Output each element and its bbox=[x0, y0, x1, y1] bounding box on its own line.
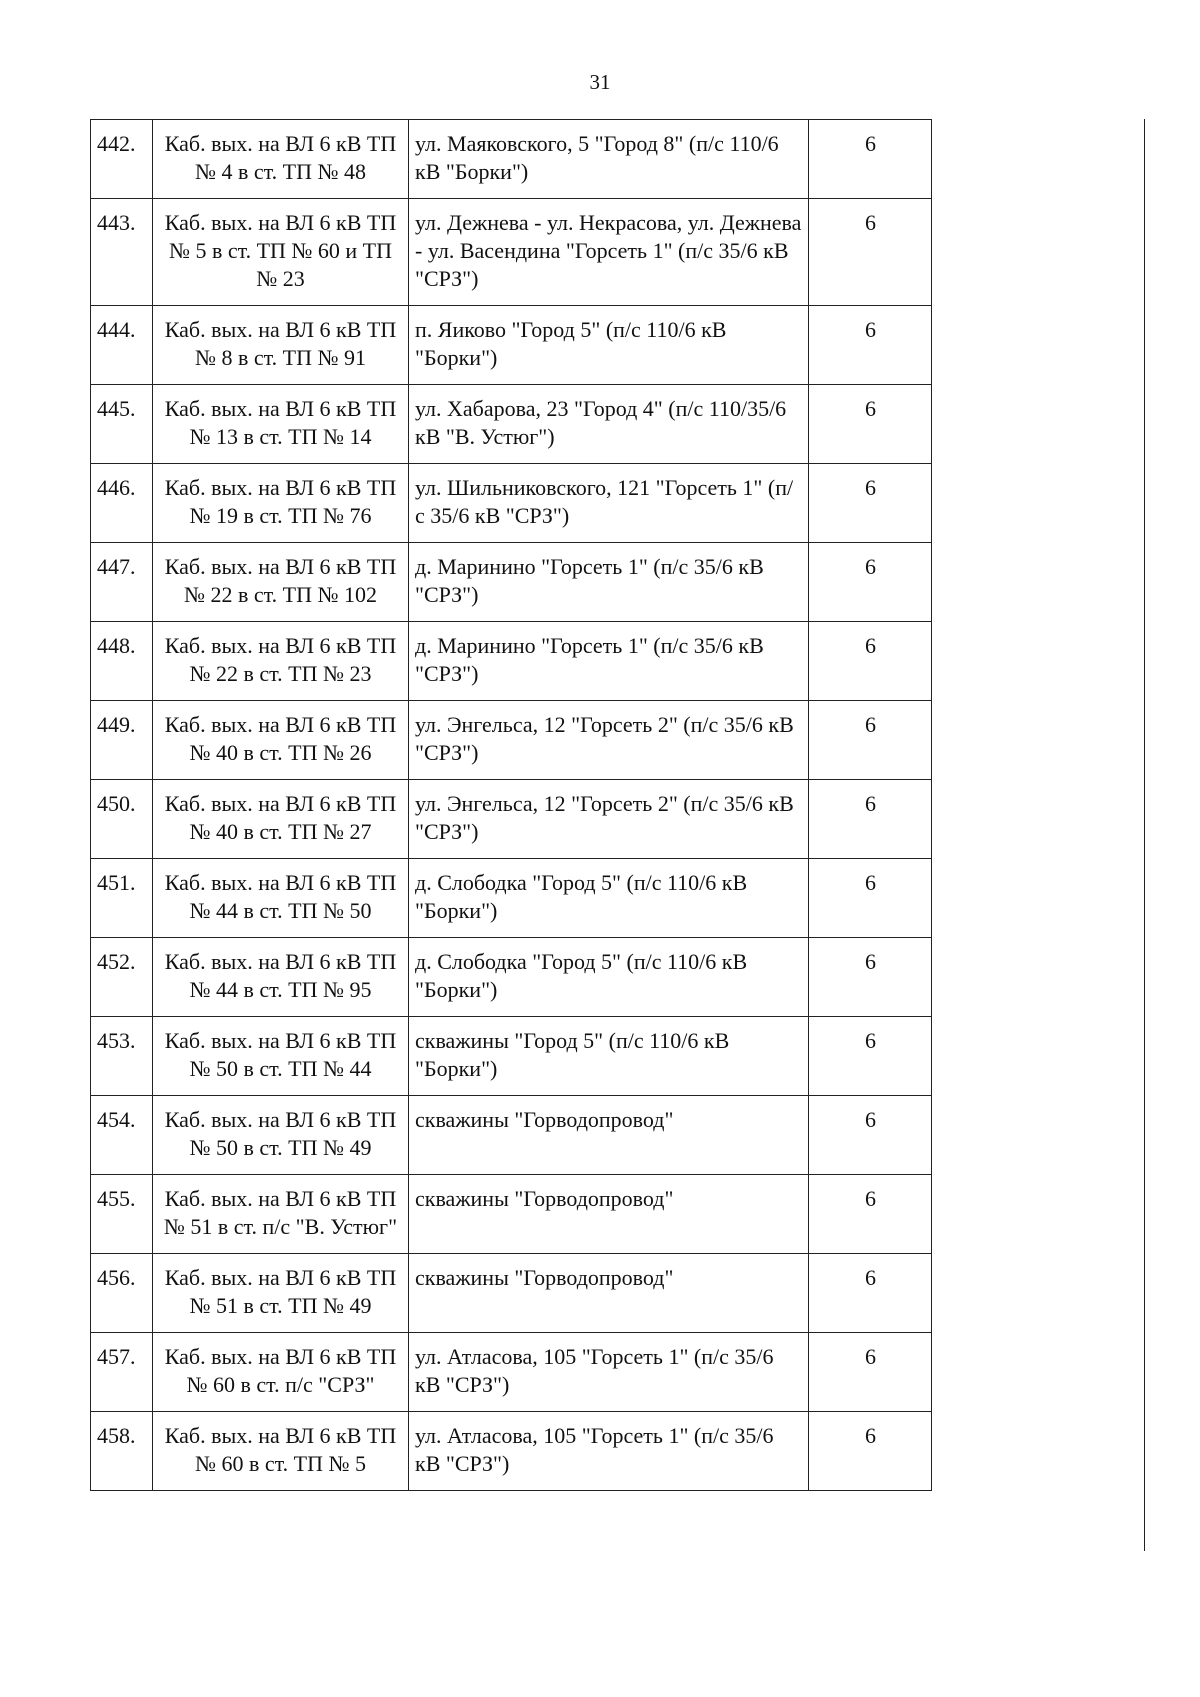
voltage-cell: 6 bbox=[809, 1254, 932, 1333]
table-row bbox=[91, 306, 932, 385]
address-cell: д. Слободка "Город 5" (п/с 110/6 кВ "Борки") bbox=[409, 938, 809, 1017]
line-name-cell: Каб. вых. на ВЛ 6 кВ ТП № 22 в ст. ТП № 23 bbox=[153, 622, 409, 701]
row-number-cell: 456. bbox=[91, 1254, 153, 1333]
voltage-cell: 6 bbox=[809, 306, 932, 385]
table-row bbox=[91, 1333, 932, 1412]
voltage-cell: 6 bbox=[809, 1412, 932, 1491]
address-cell: ул. Шильниковского, 121 "Горсеть 1" (п/с 35/6 кВ "СРЗ") bbox=[409, 464, 809, 543]
table-row bbox=[91, 1175, 932, 1254]
voltage-cell: 6 bbox=[809, 1017, 932, 1096]
voltage-cell: 6 bbox=[809, 199, 932, 306]
row-number-cell: 453. bbox=[91, 1017, 153, 1096]
voltage-cell: 6 bbox=[809, 859, 932, 938]
address-cell: д. Слободка "Город 5" (п/с 110/6 кВ "Борки") bbox=[409, 859, 809, 938]
line-name-cell: Каб. вых. на ВЛ 6 кВ ТП № 19 в ст. ТП № 76 bbox=[153, 464, 409, 543]
line-name-cell: Каб. вых. на ВЛ 6 кВ ТП № 51 в ст. ТП № 49 bbox=[153, 1254, 409, 1333]
voltage-cell: 6 bbox=[809, 464, 932, 543]
table-row bbox=[91, 464, 932, 543]
voltage-cell: 6 bbox=[809, 1096, 932, 1175]
table-row bbox=[91, 120, 932, 199]
table-row bbox=[91, 543, 932, 622]
line-name-cell: Каб. вых. на ВЛ 6 кВ ТП № 5 в ст. ТП № 60 и ТП № 23 bbox=[153, 199, 409, 306]
row-number-cell: 445. bbox=[91, 385, 153, 464]
line-name-cell: Каб. вых. на ВЛ 6 кВ ТП № 13 в ст. ТП № 14 bbox=[153, 385, 409, 464]
voltage-cell: 6 bbox=[809, 1175, 932, 1254]
line-name-cell: Каб. вых. на ВЛ 6 кВ ТП № 22 в ст. ТП № 102 bbox=[153, 543, 409, 622]
voltage-cell: 6 bbox=[809, 938, 932, 1017]
address-cell: ул. Энгельса, 12 "Горсеть 2" (п/с 35/6 кВ "СРЗ") bbox=[409, 701, 809, 780]
address-cell: д. Маринино "Горсеть 1" (п/с 35/6 кВ "СРЗ") bbox=[409, 543, 809, 622]
voltage-cell: 6 bbox=[809, 1333, 932, 1412]
cable-lines-table bbox=[90, 119, 932, 1491]
voltage-cell: 6 bbox=[809, 780, 932, 859]
table-row bbox=[91, 701, 932, 780]
row-number-cell: 452. bbox=[91, 938, 153, 1017]
row-number-cell: 443. bbox=[91, 199, 153, 306]
row-number-cell: 442. bbox=[91, 120, 153, 199]
row-number-cell: 454. bbox=[91, 1096, 153, 1175]
address-cell: ул. Маяковского, 5 "Город 8" (п/с 110/6 кВ "Борки") bbox=[409, 120, 809, 199]
line-name-cell: Каб. вых. на ВЛ 6 кВ ТП № 50 в ст. ТП № 49 bbox=[153, 1096, 409, 1175]
table-row bbox=[91, 1017, 932, 1096]
row-number-cell: 449. bbox=[91, 701, 153, 780]
line-name-cell: Каб. вых. на ВЛ 6 кВ ТП № 40 в ст. ТП № 26 bbox=[153, 701, 409, 780]
table-row bbox=[91, 1412, 932, 1491]
table-row bbox=[91, 1254, 932, 1333]
voltage-cell: 6 bbox=[809, 622, 932, 701]
line-name-cell: Каб. вых. на ВЛ 6 кВ ТП № 8 в ст. ТП № 91 bbox=[153, 306, 409, 385]
row-number-cell: 447. bbox=[91, 543, 153, 622]
line-name-cell: Каб. вых. на ВЛ 6 кВ ТП № 50 в ст. ТП № 44 bbox=[153, 1017, 409, 1096]
address-cell: скважины "Горводопровод" bbox=[409, 1254, 809, 1333]
address-cell: ул. Дежнева - ул. Некрасова, ул. Дежнева - ул. Васендина "Горсеть 1" (п/с 35/6 кВ "СРЗ") bbox=[409, 199, 809, 306]
line-name-cell: Каб. вых. на ВЛ 6 кВ ТП № 44 в ст. ТП № 95 bbox=[153, 938, 409, 1017]
address-cell: ул. Атласова, 105 "Горсеть 1" (п/с 35/6 кВ "СРЗ") bbox=[409, 1412, 809, 1491]
voltage-cell: 6 bbox=[809, 120, 932, 199]
page-number: 31 bbox=[589, 70, 611, 94]
address-cell: скважины "Город 5" (п/с 110/6 кВ "Борки") bbox=[409, 1017, 809, 1096]
address-cell: скважины "Горводопровод" bbox=[409, 1175, 809, 1254]
address-cell: ул. Атласова, 105 "Горсеть 1" (п/с 35/6 кВ "СРЗ") bbox=[409, 1333, 809, 1412]
address-cell: ул. Энгельса, 12 "Горсеть 2" (п/с 35/6 кВ "СРЗ") bbox=[409, 780, 809, 859]
line-name-cell: Каб. вых. на ВЛ 6 кВ ТП № 4 в ст. ТП № 48 bbox=[153, 120, 409, 199]
row-number-cell: 444. bbox=[91, 306, 153, 385]
voltage-cell: 6 bbox=[809, 701, 932, 780]
voltage-cell: 6 bbox=[809, 543, 932, 622]
row-number-cell: 446. bbox=[91, 464, 153, 543]
row-number-cell: 455. bbox=[91, 1175, 153, 1254]
table-row bbox=[91, 859, 932, 938]
table-body bbox=[91, 120, 932, 1491]
row-number-cell: 458. bbox=[91, 1412, 153, 1491]
table-row bbox=[91, 622, 932, 701]
table-row bbox=[91, 1096, 932, 1175]
address-cell: п. Яиково "Город 5" (п/с 110/6 кВ "Борки") bbox=[409, 306, 809, 385]
voltage-cell: 6 bbox=[809, 385, 932, 464]
right-margin-rule bbox=[1144, 119, 1145, 1551]
row-number-cell: 450. bbox=[91, 780, 153, 859]
table-row bbox=[91, 780, 932, 859]
table-row bbox=[91, 199, 932, 306]
line-name-cell: Каб. вых. на ВЛ 6 кВ ТП № 60 в ст. п/с "СРЗ" bbox=[153, 1333, 409, 1412]
table-row bbox=[91, 938, 932, 1017]
address-cell: д. Маринино "Горсеть 1" (п/с 35/6 кВ "СРЗ") bbox=[409, 622, 809, 701]
line-name-cell: Каб. вых. на ВЛ 6 кВ ТП № 40 в ст. ТП № 27 bbox=[153, 780, 409, 859]
line-name-cell: Каб. вых. на ВЛ 6 кВ ТП № 60 в ст. ТП № 5 bbox=[153, 1412, 409, 1491]
row-number-cell: 448. bbox=[91, 622, 153, 701]
row-number-cell: 457. bbox=[91, 1333, 153, 1412]
row-number-cell: 451. bbox=[91, 859, 153, 938]
address-cell: скважины "Горводопровод" bbox=[409, 1096, 809, 1175]
address-cell: ул. Хабарова, 23 "Город 4" (п/с 110/35/6 кВ "В. Устюг") bbox=[409, 385, 809, 464]
table-row bbox=[91, 385, 932, 464]
line-name-cell: Каб. вых. на ВЛ 6 кВ ТП № 44 в ст. ТП № 50 bbox=[153, 859, 409, 938]
line-name-cell: Каб. вых. на ВЛ 6 кВ ТП № 51 в ст. п/с "В. Устюг" bbox=[153, 1175, 409, 1254]
